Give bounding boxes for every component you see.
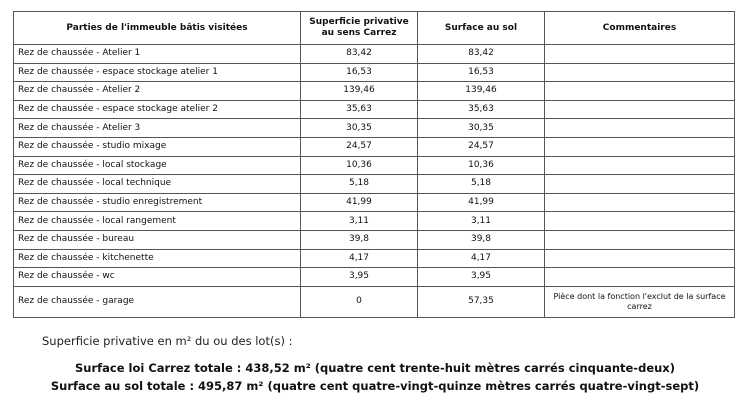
cell-partie: Rez de chaussée - local rangement	[14, 212, 301, 231]
cell-carrez: 3,95	[301, 268, 418, 287]
table-row	[14, 249, 735, 268]
cell-surface-sol: 4,17	[418, 249, 545, 268]
cell-commentaire	[545, 119, 735, 138]
cell-partie: Rez de chaussée - local stockage	[14, 156, 301, 175]
table-row	[14, 137, 735, 156]
cell-surface-sol: 35,63	[418, 100, 545, 119]
cell-carrez: 83,42	[301, 45, 418, 64]
cell-carrez: 35,63	[301, 100, 418, 119]
cell-commentaire	[545, 230, 735, 249]
table-row	[14, 268, 735, 287]
cell-carrez: 4,17	[301, 249, 418, 268]
cell-partie: Rez de chaussée - garage	[14, 286, 301, 317]
table-row	[14, 100, 735, 119]
table-row	[14, 63, 735, 82]
total-carrez	[0, 361, 750, 375]
cell-surface-sol: 57,35	[418, 286, 545, 317]
cell-surface-sol: 41,99	[418, 193, 545, 212]
total-carrez-words: (quatre cent trente-huit mètres carrés cinquante-deux)	[314, 361, 675, 375]
cell-surface-sol: 24,57	[418, 137, 545, 156]
total-sol	[0, 379, 750, 393]
table-row	[14, 212, 735, 231]
cell-partie: Rez de chaussée - studio enregistrement	[14, 193, 301, 212]
surface-caption: Superficie privative en m² du ou des lot(s) :	[42, 334, 293, 348]
header-parties: Parties de l'immeuble bâtis visitées	[14, 12, 301, 45]
table-row	[14, 45, 735, 64]
cell-partie: Rez de chaussée - Atelier 3	[14, 119, 301, 138]
cell-commentaire	[545, 156, 735, 175]
cell-commentaire	[545, 249, 735, 268]
table-row	[14, 156, 735, 175]
table-row	[14, 119, 735, 138]
cell-commentaire	[545, 175, 735, 194]
total-carrez-label: Surface loi Carrez totale : 438,52 m²	[75, 361, 311, 375]
cell-partie: Rez de chaussée - espace stockage atelier 1	[14, 63, 301, 82]
total-sol-words: (quatre cent quatre-vingt-quinze mètres carrés quatre-vingt-sept)	[267, 379, 700, 393]
cell-commentaire	[545, 137, 735, 156]
cell-commentaire	[545, 193, 735, 212]
cell-carrez: 3,11	[301, 212, 418, 231]
table-body	[14, 45, 735, 318]
cell-partie: Rez de chaussée - Atelier 1	[14, 45, 301, 64]
cell-carrez: 41,99	[301, 193, 418, 212]
cell-surface-sol: 39,8	[418, 230, 545, 249]
cell-surface-sol: 30,35	[418, 119, 545, 138]
cell-surface-sol: 83,42	[418, 45, 545, 64]
cell-carrez: 24,57	[301, 137, 418, 156]
cell-surface-sol: 5,18	[418, 175, 545, 194]
cell-commentaire: Pièce dont la fonction l'exclut de la surface carrez	[545, 286, 735, 317]
cell-carrez: 5,18	[301, 175, 418, 194]
cell-commentaire	[545, 268, 735, 287]
cell-commentaire	[545, 63, 735, 82]
header-carrez: Superficie privative au sens Carrez	[301, 12, 418, 45]
table-row	[14, 230, 735, 249]
cell-partie: Rez de chaussée - bureau	[14, 230, 301, 249]
cell-partie: Rez de chaussée - wc	[14, 268, 301, 287]
cell-carrez: 16,53	[301, 63, 418, 82]
cell-carrez: 0	[301, 286, 418, 317]
cell-commentaire	[545, 212, 735, 231]
total-sol-label: Surface au sol totale : 495,87 m²	[50, 379, 264, 393]
cell-commentaire	[545, 82, 735, 101]
table-row	[14, 175, 735, 194]
cell-partie: Rez de chaussée - kitchenette	[14, 249, 301, 268]
cell-carrez: 10,36	[301, 156, 418, 175]
cell-surface-sol: 3,95	[418, 268, 545, 287]
surface-table	[13, 11, 735, 318]
cell-surface-sol: 10,36	[418, 156, 545, 175]
cell-commentaire	[545, 100, 735, 119]
cell-carrez: 39,8	[301, 230, 418, 249]
cell-partie: Rez de chaussée - Atelier 2	[14, 82, 301, 101]
cell-surface-sol: 16,53	[418, 63, 545, 82]
cell-partie: Rez de chaussée - studio mixage	[14, 137, 301, 156]
cell-surface-sol: 139,46	[418, 82, 545, 101]
header-surface-sol: Surface au sol	[418, 12, 545, 45]
cell-partie: Rez de chaussée - espace stockage atelier 2	[14, 100, 301, 119]
cell-commentaire	[545, 45, 735, 64]
header-commentaires: Commentaires	[545, 12, 735, 45]
cell-carrez: 139,46	[301, 82, 418, 101]
table-row	[14, 82, 735, 101]
table-row	[14, 286, 735, 317]
cell-surface-sol: 3,11	[418, 212, 545, 231]
table-row	[14, 193, 735, 212]
table-header-row	[14, 12, 735, 45]
cell-carrez: 30,35	[301, 119, 418, 138]
cell-partie: Rez de chaussée - local technique	[14, 175, 301, 194]
